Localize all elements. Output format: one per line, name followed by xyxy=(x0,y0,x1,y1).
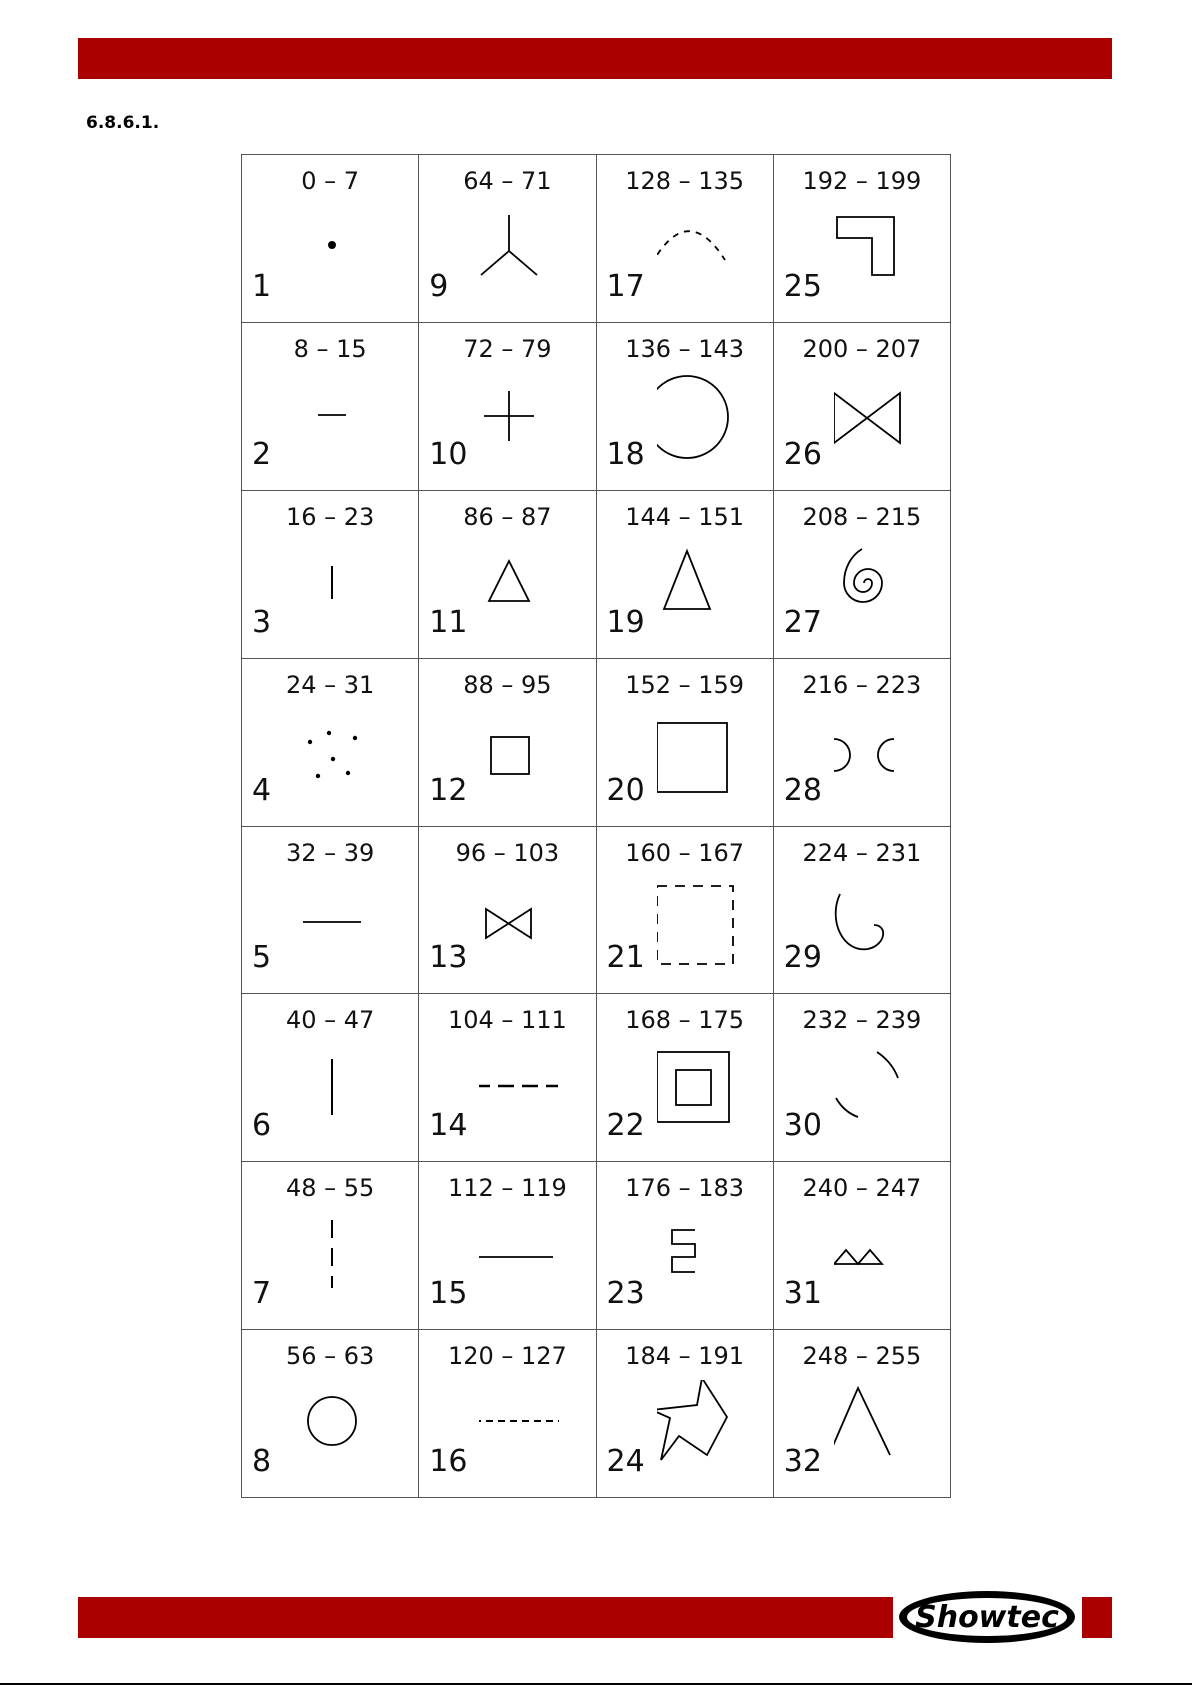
long-vertical-line-icon xyxy=(302,1044,412,1154)
gobo-number: 29 xyxy=(783,940,822,976)
hook-curve-icon xyxy=(834,877,944,987)
corner-l-icon xyxy=(834,205,944,315)
star-outline-icon xyxy=(657,1380,767,1490)
large-bowtie-icon xyxy=(834,373,944,483)
gobo-number: 12 xyxy=(429,772,468,808)
s-shape-icon xyxy=(657,1212,767,1322)
table-cell xyxy=(419,1330,596,1498)
table-cell xyxy=(774,1162,951,1330)
table-cell xyxy=(597,1330,774,1498)
footer-bar-end xyxy=(1082,1597,1112,1638)
small-bowtie-icon xyxy=(479,877,589,987)
table-cell xyxy=(419,323,596,491)
gobo-number: 2 xyxy=(252,436,272,472)
dmx-range: 0 – 7 xyxy=(301,167,360,195)
dmx-range: 120 – 127 xyxy=(447,1342,567,1371)
gobo-number: 1 xyxy=(252,268,272,304)
gobo-number: 10 xyxy=(429,436,468,472)
small-circle-icon xyxy=(302,1380,412,1490)
table-cell xyxy=(774,323,951,491)
gobo-number: 6 xyxy=(252,1108,272,1144)
table-cell xyxy=(419,659,596,827)
short-horizontal-line-icon xyxy=(302,373,412,483)
table-cell xyxy=(774,994,951,1162)
long-horizontal-line-icon xyxy=(302,877,412,987)
gobo-number: 14 xyxy=(429,1108,468,1144)
table-cell xyxy=(242,827,419,995)
table-cell xyxy=(419,994,596,1162)
gobo-number: 26 xyxy=(783,436,822,472)
dashed-arc-icon xyxy=(657,205,767,315)
gobo-number: 9 xyxy=(429,268,449,304)
gobo-number: 21 xyxy=(606,940,645,976)
small-triangle-icon xyxy=(479,541,589,651)
gobo-number: 11 xyxy=(429,604,468,640)
gobo-number: 25 xyxy=(783,268,822,304)
table-cell xyxy=(597,1162,774,1330)
dmx-range: 16 – 23 xyxy=(285,502,375,531)
dmx-range: 128 – 135 xyxy=(625,167,745,195)
cross-icon xyxy=(479,373,589,483)
gobo-number: 32 xyxy=(783,1444,822,1479)
large-circle-icon xyxy=(657,373,767,483)
dmx-range: 72 – 79 xyxy=(463,334,552,363)
table-cell xyxy=(597,155,774,323)
gobo-number: 17 xyxy=(606,268,645,304)
dmx-range: 48 – 55 xyxy=(285,1174,375,1203)
gobo-number: 23 xyxy=(606,1276,645,1312)
short-vertical-line-icon xyxy=(302,541,412,651)
gobo-number: 15 xyxy=(429,1276,468,1312)
dashed-square-icon xyxy=(657,877,767,987)
gobo-number: 28 xyxy=(783,772,822,808)
dashed-horizontal-line-icon xyxy=(479,1044,589,1154)
logo-text: Showtec xyxy=(915,1600,1059,1635)
gobo-number: 22 xyxy=(606,1108,645,1144)
gobo-number: 19 xyxy=(606,604,645,640)
table-cell xyxy=(242,994,419,1162)
scattered-dots-icon xyxy=(302,709,412,819)
dmx-range: 104 – 111 xyxy=(447,1006,567,1035)
horizontal-line-icon xyxy=(479,1212,589,1322)
dmx-range: 88 – 95 xyxy=(463,670,552,699)
gobo-table xyxy=(241,154,951,1498)
gobo-number: 16 xyxy=(429,1444,468,1479)
dmx-range: 232 – 239 xyxy=(802,1006,922,1035)
caret-icon xyxy=(834,1380,944,1490)
dmx-range: 112 – 119 xyxy=(447,1174,567,1203)
double-triangle-icon xyxy=(834,1212,944,1322)
dmx-range: 32 – 39 xyxy=(285,838,375,867)
gobo-number: 30 xyxy=(783,1108,822,1144)
spiral-icon xyxy=(834,541,944,651)
dmx-range: 136 – 143 xyxy=(625,334,745,363)
fine-dashed-line-icon xyxy=(479,1380,589,1490)
dmx-range: 216 – 223 xyxy=(802,670,922,699)
gobo-number: 31 xyxy=(783,1276,822,1312)
table-cell xyxy=(597,994,774,1162)
dmx-range: 248 – 255 xyxy=(802,1342,922,1371)
gobo-number: 20 xyxy=(606,772,645,808)
nested-squares-icon xyxy=(657,1044,767,1154)
table-cell xyxy=(774,155,951,323)
table-cell xyxy=(774,827,951,995)
dmx-range: 208 – 215 xyxy=(802,502,922,531)
dmx-range: 200 – 207 xyxy=(802,334,922,363)
dmx-range: 144 – 151 xyxy=(625,502,745,531)
dot-icon xyxy=(302,205,412,315)
table-cell xyxy=(419,155,596,323)
header-bar xyxy=(78,38,1112,79)
dmx-range: 64 – 71 xyxy=(463,167,552,195)
section-number: 6.8.6.1. xyxy=(86,113,160,133)
table-cell xyxy=(242,155,419,323)
facing-arcs-icon xyxy=(834,709,944,819)
dmx-range: 40 – 47 xyxy=(285,1006,375,1035)
gobo-number: 4 xyxy=(252,772,272,808)
tall-triangle-icon xyxy=(657,541,767,651)
table-cell xyxy=(597,491,774,659)
table-cell xyxy=(242,1162,419,1330)
table-cell xyxy=(419,1162,596,1330)
opposite-arcs-icon xyxy=(834,1044,944,1154)
dmx-range: 152 – 159 xyxy=(625,670,745,699)
gobo-number: 18 xyxy=(606,436,645,472)
dmx-range: 240 – 247 xyxy=(802,1174,922,1203)
gobo-number: 13 xyxy=(429,940,468,976)
gobo-number: 8 xyxy=(252,1444,272,1479)
dmx-range: 224 – 231 xyxy=(802,838,922,867)
table-cell xyxy=(242,659,419,827)
footer-bar xyxy=(78,1597,893,1638)
gobo-number: 3 xyxy=(252,604,272,640)
gobo-number: 7 xyxy=(252,1276,272,1312)
dmx-range: 56 – 63 xyxy=(285,1342,375,1371)
table-cell xyxy=(419,491,596,659)
table-cell xyxy=(242,1330,419,1498)
dmx-range: 168 – 175 xyxy=(625,1006,745,1035)
dmx-range: 24 – 31 xyxy=(285,670,375,699)
small-square-icon xyxy=(479,709,589,819)
large-square-icon xyxy=(657,709,767,819)
table-cell xyxy=(242,491,419,659)
table-cell xyxy=(597,323,774,491)
dmx-range: 192 – 199 xyxy=(802,167,922,195)
dmx-range: 176 – 183 xyxy=(625,1174,745,1203)
gobo-number: 24 xyxy=(606,1444,645,1479)
dmx-range: 8 – 15 xyxy=(293,334,367,363)
table-cell xyxy=(242,323,419,491)
dmx-range: 160 – 167 xyxy=(625,838,745,867)
showtec-logo xyxy=(897,1590,1077,1645)
y-shape-icon xyxy=(479,205,589,315)
table-cell xyxy=(597,827,774,995)
dashed-vertical-line-icon xyxy=(302,1212,412,1322)
gobo-number: 5 xyxy=(252,940,272,976)
dmx-range: 96 – 103 xyxy=(455,838,560,867)
table-cell xyxy=(597,659,774,827)
table-cell xyxy=(774,659,951,827)
dmx-range: 184 – 191 xyxy=(625,1342,745,1371)
table-cell xyxy=(774,1330,951,1498)
dmx-range: 86 – 87 xyxy=(463,502,552,531)
table-cell xyxy=(419,827,596,995)
table-cell xyxy=(774,491,951,659)
gobo-number: 27 xyxy=(783,604,822,640)
